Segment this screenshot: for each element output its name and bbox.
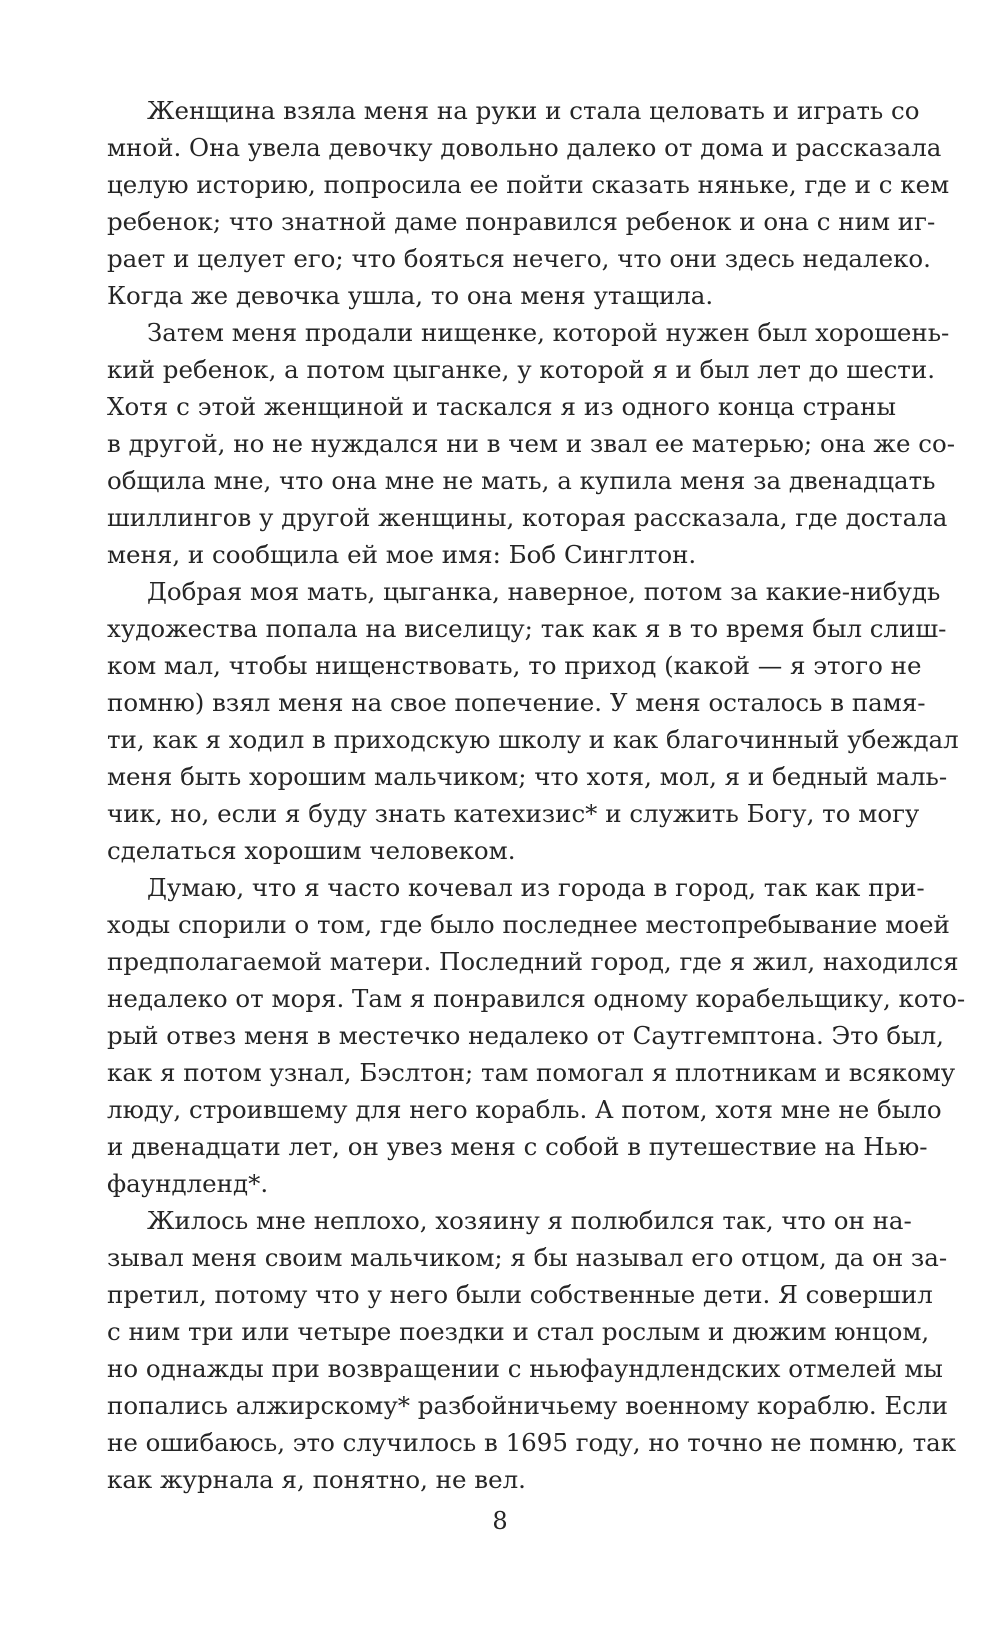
text-line: художества попала на виселицу; так как я в то время был слиш- <box>107 614 947 643</box>
text-line: рает и целует его; что бояться нечего, что они здесь недалеко. <box>107 244 931 273</box>
text-line: Женщина взяла меня на руки и стала целовать и играть со <box>147 96 920 125</box>
text-line: в другой, но не нуждался ни в чем и звал ее матерью; она же со- <box>107 429 955 458</box>
text-line: с ним три или четыре поездки и стал рослым и дюжим юнцом, <box>107 1317 930 1346</box>
text-line: мной. Она увела девочку довольно далеко от дома и рассказала <box>107 133 942 162</box>
text-line: ком мал, чтобы нищенствовать, то приход (какой — я этого не <box>107 651 922 680</box>
text-line: помню) взял меня на свое попечение. У меня осталось в памя- <box>107 688 926 717</box>
text-line: кий ребенок, а потом цыганке, у которой я и был лет до шести. <box>107 355 935 384</box>
text-line: фаундленд*. <box>107 1169 269 1198</box>
text-line: люду, строившему для него корабль. А потом, хотя мне не было <box>107 1095 942 1124</box>
text-line: зывал меня своим мальчиком; я бы называл его отцом, да он за- <box>107 1243 948 1272</box>
text-line: ходы спорили о том, где было последнее местопребывание моей <box>107 910 950 939</box>
text-line: целую историю, попросила ее пойти сказать няньке, где и с кем <box>107 170 950 199</box>
text-line: Хотя с этой женщиной и таскался я из одного конца страны <box>107 392 896 421</box>
text-line: попались алжирскому* разбойничьему военному кораблю. Если <box>107 1391 948 1420</box>
text-line: меня быть хорошим мальчиком; что хотя, мол, я и бедный маль- <box>107 762 948 791</box>
paragraph <box>107 573 959 869</box>
body-text <box>107 92 966 1498</box>
text-line: не ошибаюсь, это случилось в 1695 году, но точно не помню, так <box>107 1428 957 1457</box>
text-line: ти, как я ходил в приходскую школу и как благочинный убеждал <box>107 725 959 754</box>
paragraph <box>107 314 955 573</box>
text-line: шиллингов у другой женщины, которая рассказала, где достала <box>107 503 948 532</box>
text-line: рый отвез меня в местечко недалеко от Саутгемптона. Это был, <box>107 1021 944 1050</box>
text-line: общила мне, что она мне не мать, а купила меня за двенадцать <box>107 466 936 495</box>
text-line: как я потом узнал, Бэслтон; там помогал я плотникам и всякому <box>107 1058 956 1087</box>
paragraph <box>107 92 950 314</box>
text-line: сделаться хорошим человеком. <box>107 836 516 865</box>
paragraph <box>107 869 966 1202</box>
text-line: Когда же девочка ушла, то она меня утащила. <box>107 281 714 310</box>
text-line: Думаю, что я часто кочевал из города в город, так как при- <box>147 873 925 902</box>
text-line: предполагаемой матери. Последний город, где я жил, находился <box>107 947 959 976</box>
text-line: Затем меня продали нищенке, которой нужен был хорошень- <box>147 318 950 347</box>
text-line: Добрая моя мать, цыганка, наверное, потом за какие-нибудь <box>147 577 941 606</box>
text-line: Жилось мне неплохо, хозяину я полюбился так, что он на- <box>147 1206 912 1235</box>
page-number: 8 <box>492 1507 508 1535</box>
text-line: и двенадцати лет, он увез меня с собой в путешествие на Нью- <box>107 1132 928 1161</box>
text-line: чик, но, если я буду знать катехизис* и служить Богу, то могу <box>107 799 920 828</box>
text-line: меня, и сообщила ей мое имя: Боб Синглтон. <box>107 540 697 569</box>
paragraph <box>107 1202 957 1498</box>
text-line: как журнала я, понятно, не вел. <box>107 1465 526 1494</box>
text-line: ребенок; что знатной даме понравился ребенок и она с ним иг- <box>107 207 936 236</box>
text-line: но однажды при возвращении с ньюфаундлендских отмелей мы <box>107 1354 943 1383</box>
text-line: недалеко от моря. Там я понравился одному корабельщику, кото- <box>107 984 966 1013</box>
text-line: претил, потому что у него были собственные дети. Я совершил <box>107 1280 933 1309</box>
